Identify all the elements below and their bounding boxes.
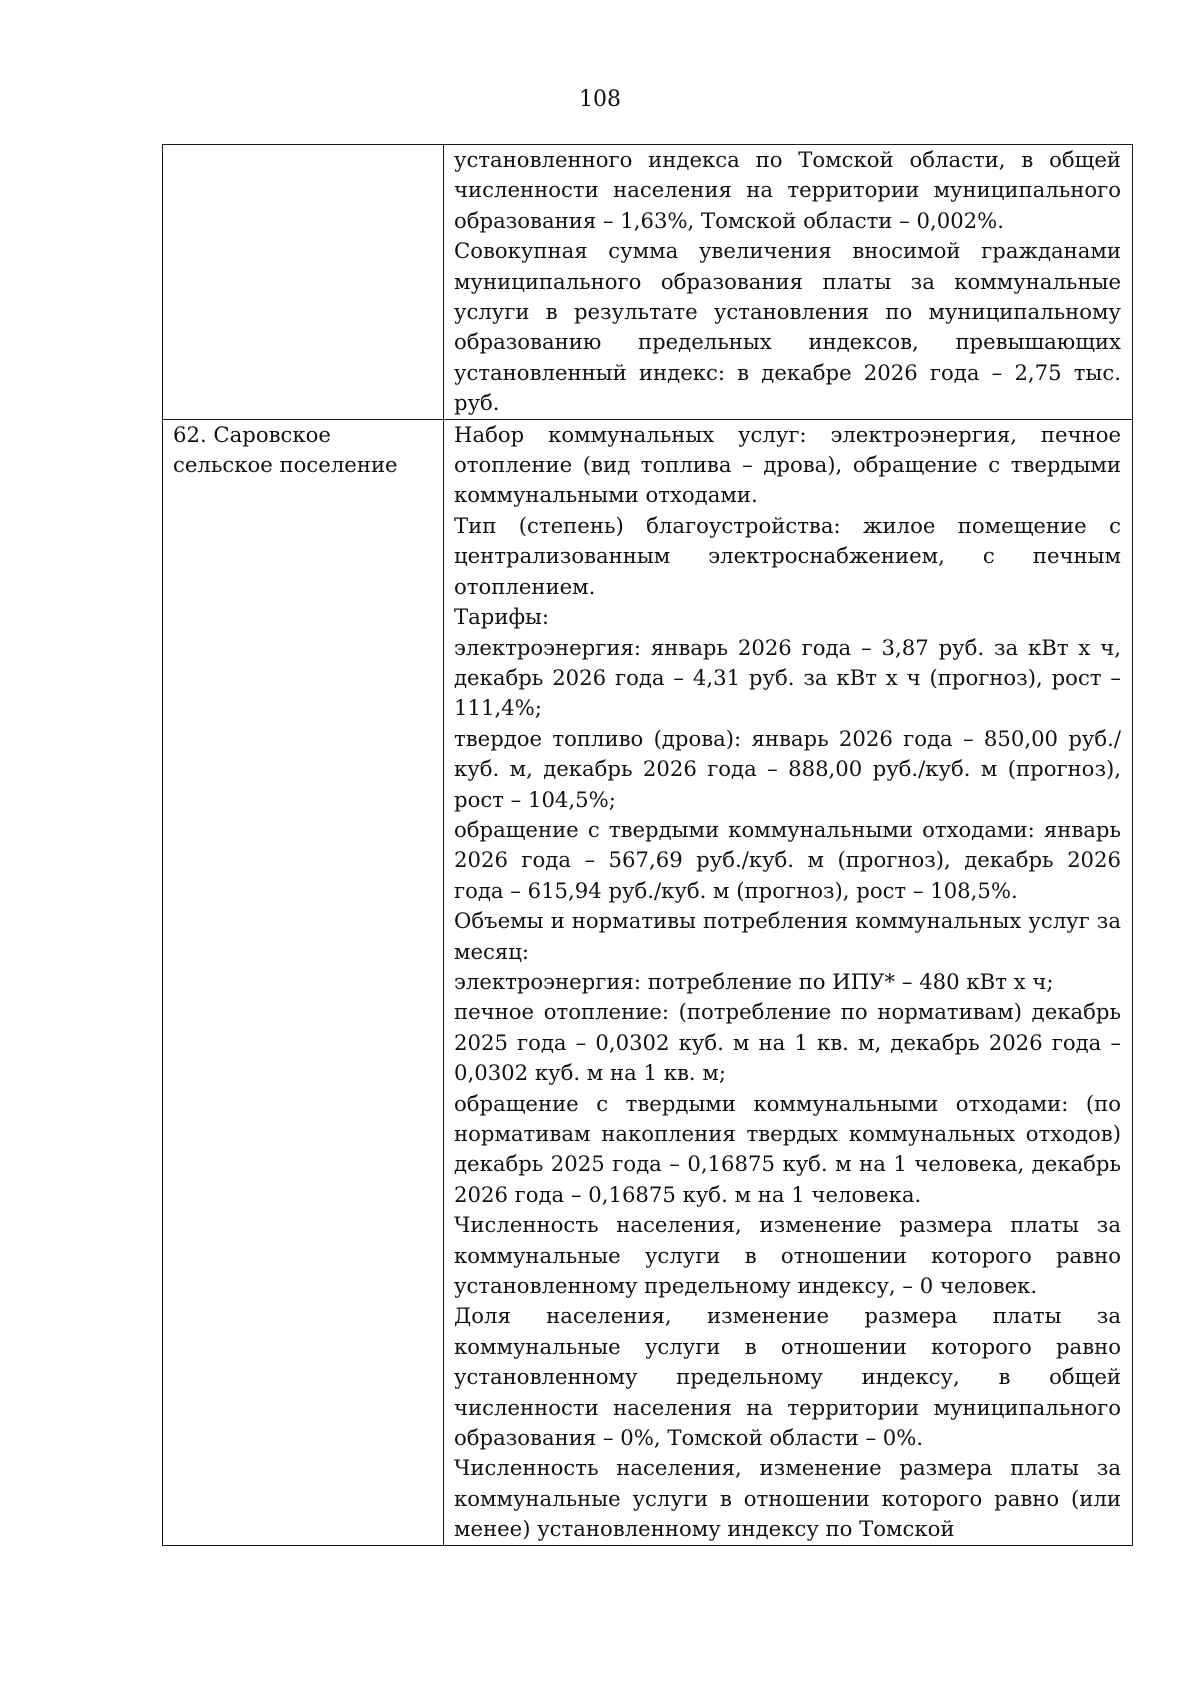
paragraph: Набор коммунальных услуг: электроэнергия, печное отопление (вид топлива – дрова), обращение с твердыми коммунальными отходами. bbox=[454, 421, 1121, 508]
paragraph: Доля населения, изменение размера платы за коммунальные услуги в отношении которого равно установленному предельному индексу, в общей численности населения на территории муниципального образования – 0%, Томской области – 0%. bbox=[454, 1303, 1121, 1451]
paragraph: печное отопление: (потребление по нормативам) декабрь 2025 года – 0,0302 куб. м на 1 кв. м, декабрь 2026 года – 0,0302 куб. м на 1 кв. м; bbox=[454, 999, 1121, 1086]
table-row bbox=[163, 145, 1133, 420]
paragraph: Тарифы: bbox=[454, 604, 550, 630]
paragraph: установленного индекса по Томской области, в общей численности населения на территории муниципального образования – 1,63%, Томской области – 0,002%. bbox=[454, 147, 1121, 233]
paragraph: обращение с твердыми коммунальными отходами: (по нормативам накопления твердых коммунальных отходов) декабрь 2025 года – 0,16875 куб. м на 1 человека, декабрь 2026 года – 0,16875 куб. м на 1 человека. bbox=[454, 1090, 1121, 1207]
paragraph: Совокупная сумма увеличения вносимой гражданами муниципального образования платы за коммунальные услуги в результате установления по муниципальному образованию предельных индексов, превышающих установленный индекс: в декабре 2026 года – 2,75 тыс. руб. bbox=[454, 238, 1121, 416]
paragraph: обращение с твердыми коммунальными отходами: январь 2026 года – 567,69 руб./куб. м (прогноз), декабрь 2026 года – 615,94 руб./куб. м (прогноз), рост – 108,5%. bbox=[454, 816, 1121, 903]
page-number: 108 bbox=[579, 87, 621, 112]
table-row bbox=[163, 419, 1133, 1545]
paragraph: твердое топливо (дрова): январь 2026 года – 850,00 руб./куб. м, декабрь 2026 года – 888,00 руб./куб. м (прогноз), рост – 104,5%; bbox=[454, 725, 1121, 812]
municipality-name-cell bbox=[163, 419, 444, 1545]
description-cell bbox=[444, 419, 1133, 1545]
paragraph: электроэнергия: январь 2026 года – 3,87 руб. за кВт х ч, декабрь 2026 года – 4,31 руб. за кВт х ч (прогноз), рост – 111,4%; bbox=[454, 634, 1121, 721]
paragraph: Численность населения, изменение размера платы за коммунальные услуги в отношении которого равно (или менее) установленному индексу по Томской bbox=[454, 1455, 1121, 1542]
municipality-table bbox=[162, 144, 1133, 1546]
paragraph: Численность населения, изменение размера платы за коммунальные услуги в отношении которого равно установленному предельному индексу, – 0 человек. bbox=[454, 1212, 1121, 1299]
paragraph: Объемы и нормативы потребления коммунальных услуг за месяц: bbox=[454, 908, 1121, 964]
description-cell bbox=[444, 145, 1133, 420]
municipality-name: 62. Саровское сельское поселение bbox=[173, 421, 398, 478]
paragraph: электроэнергия: потребление по ИПУ* – 480 кВт х ч; bbox=[454, 968, 1054, 994]
municipality-name-cell bbox=[163, 145, 444, 420]
paragraph: Тип (степень) благоустройства: жилое помещение с централизованным электроснабжением, с печным отоплением. bbox=[454, 512, 1121, 599]
